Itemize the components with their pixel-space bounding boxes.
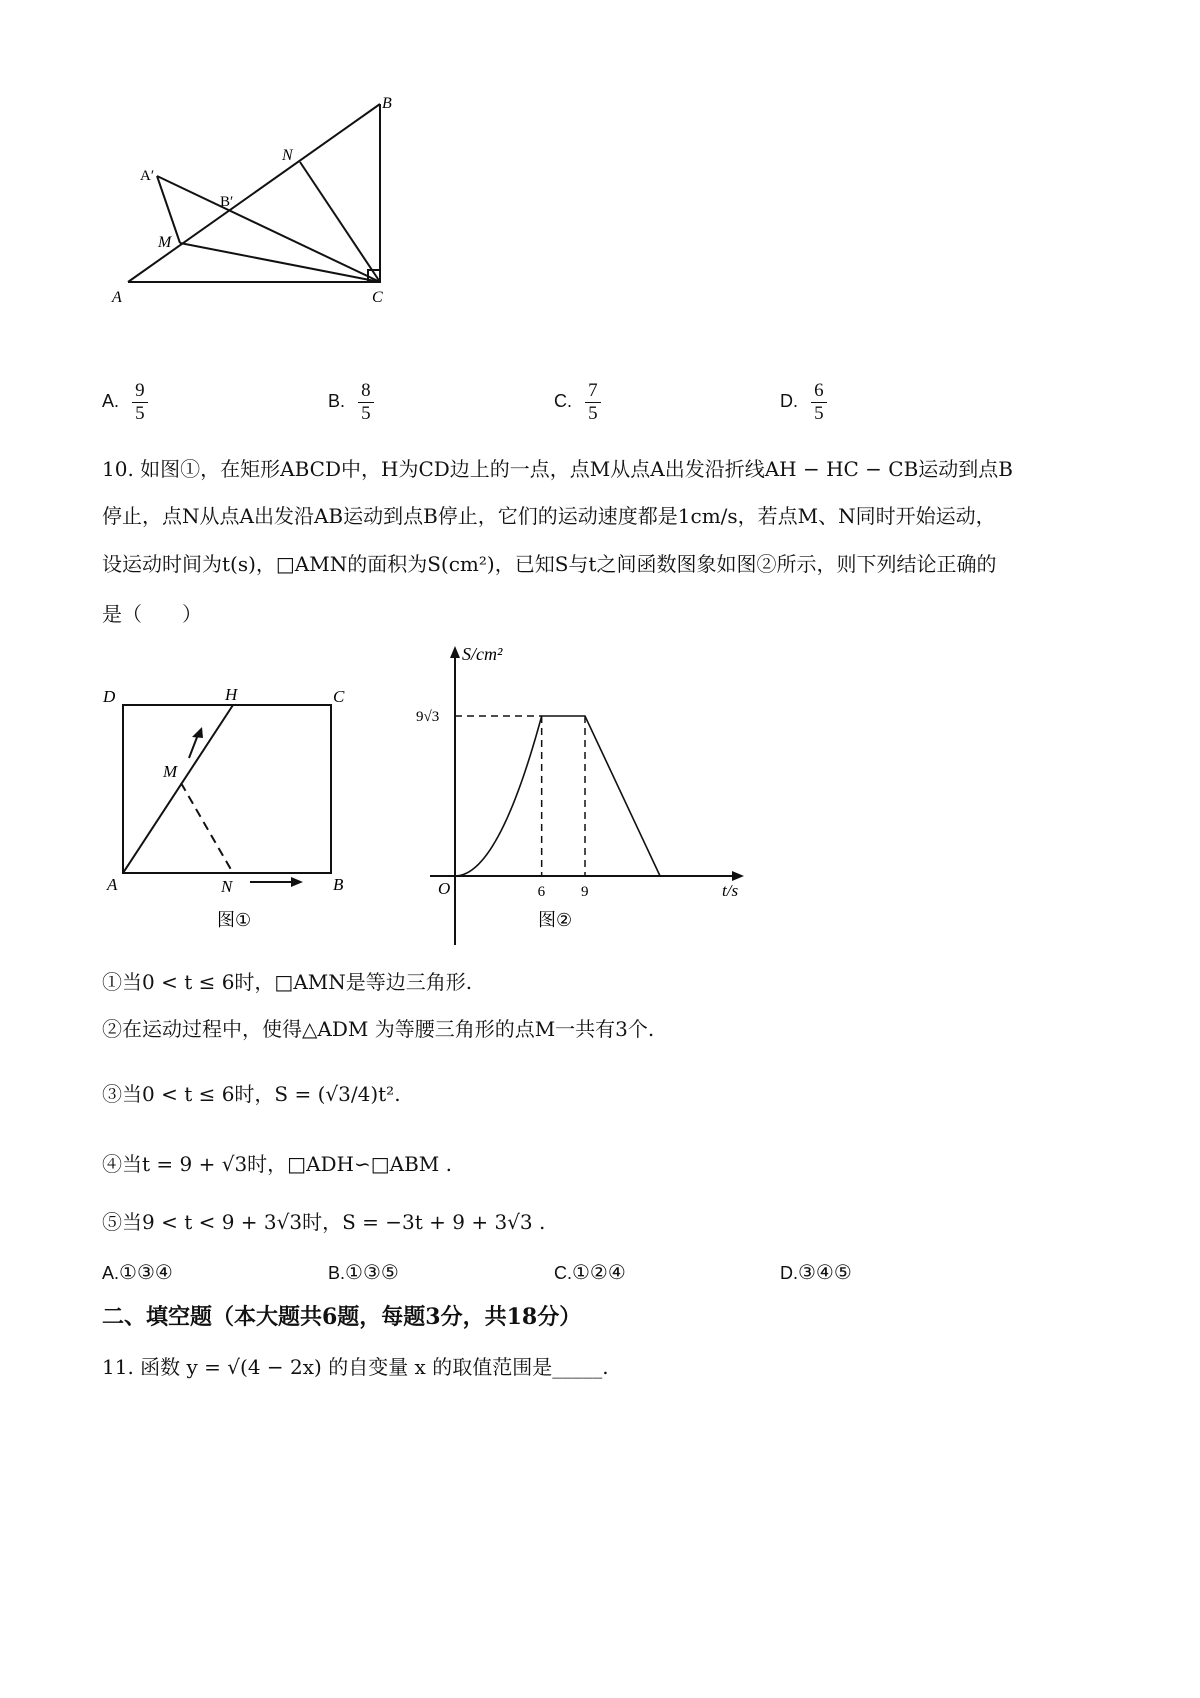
label-D: D [103,687,116,706]
y-axis-label: S/cm² [462,644,503,664]
figure-2-caption: 图② [538,910,573,931]
section-heading: 二、填空题（本大题共6题，每题3分，共18分） [102,1304,582,1330]
label-B: B [333,875,344,894]
label-B-prime: B′ [220,194,234,210]
figure-2-graph [400,640,760,950]
y-tick-label: 9√3 [416,709,440,725]
option-letter: C. [554,391,572,411]
statement-1: ①当0 < t ≤ 6时，□AMN是等边三角形. [102,970,473,994]
q9-option-c[interactable]: C. $\frac{7}{5}$ [554,380,601,425]
statement-5: ⑤当9 < t < 9 + 3√3时，S = −3t + 9 + 3√3 . [102,1210,546,1234]
q10-line-3: 设运动时间为t(s)，□AMN的面积为S(cm²)，已知S与t之间函数图象如图②所示，则下列结论正确的 [102,552,997,576]
label-A: A [107,875,118,894]
label-H: H [225,685,238,704]
label-M: M [158,234,172,251]
label-N: N [221,877,233,896]
x-axis-label: t/s [722,881,739,900]
figure-1-caption: 图① [217,910,252,931]
figure-1-rectangle [95,680,365,940]
statement-3: ③当0 < t ≤ 6时，S = (√3/4)t². [102,1082,401,1106]
q9-option-a[interactable]: A. $\frac{9}{5}$ [102,380,148,425]
q9-option-d[interactable]: D. $\frac{6}{5}$ [780,380,827,425]
label-C: C [372,289,383,306]
label-C: C [333,687,345,706]
x-tick-label: 9 [581,884,589,900]
label-N: N [282,147,293,164]
statement-4: ④当t = 9 + √3时，□ADH∽□ABM . [102,1152,452,1176]
q10-line-2: 停止，点N从点A出发沿AB运动到点B停止，它们的运动速度都是1cm/s，若点M、N同时开始运动， [102,504,996,528]
q11-text: 11. 函数 y = √(4 − 2x) 的自变量 x 的取值范围是_____. [102,1355,609,1379]
label-B: B [382,95,392,112]
q10-line-4: 是（ ） [102,602,202,626]
q10-option-a[interactable]: A.①③④ [102,1260,173,1284]
q10-option-c[interactable]: C.①②④ [554,1260,626,1284]
option-letter: B. [328,391,346,411]
label-A: A [112,289,122,306]
q10-line-1: 10. 如图①，在矩形ABCD中，H为CD边上的一点，点M从点A出发沿折线AH − HC − CB运动到点B [102,457,1013,481]
q10-option-b[interactable]: B.①③⑤ [328,1260,399,1284]
x-tick-label: 6 [537,884,546,900]
label-M: M [163,762,178,781]
origin-label: O [438,879,451,898]
series-line [455,716,660,876]
option-letter: A. [102,391,120,411]
figure-q9 [100,90,430,320]
q9-option-b[interactable]: B. $\frac{8}{5}$ [328,380,374,425]
label-A-prime: A′ [140,168,155,184]
option-letter: D. [780,391,798,411]
statement-2: ②在运动过程中，使得△ADM 为等腰三角形的点M一共有3个. [102,1017,655,1041]
q10-option-d[interactable]: D.③④⑤ [780,1260,852,1284]
